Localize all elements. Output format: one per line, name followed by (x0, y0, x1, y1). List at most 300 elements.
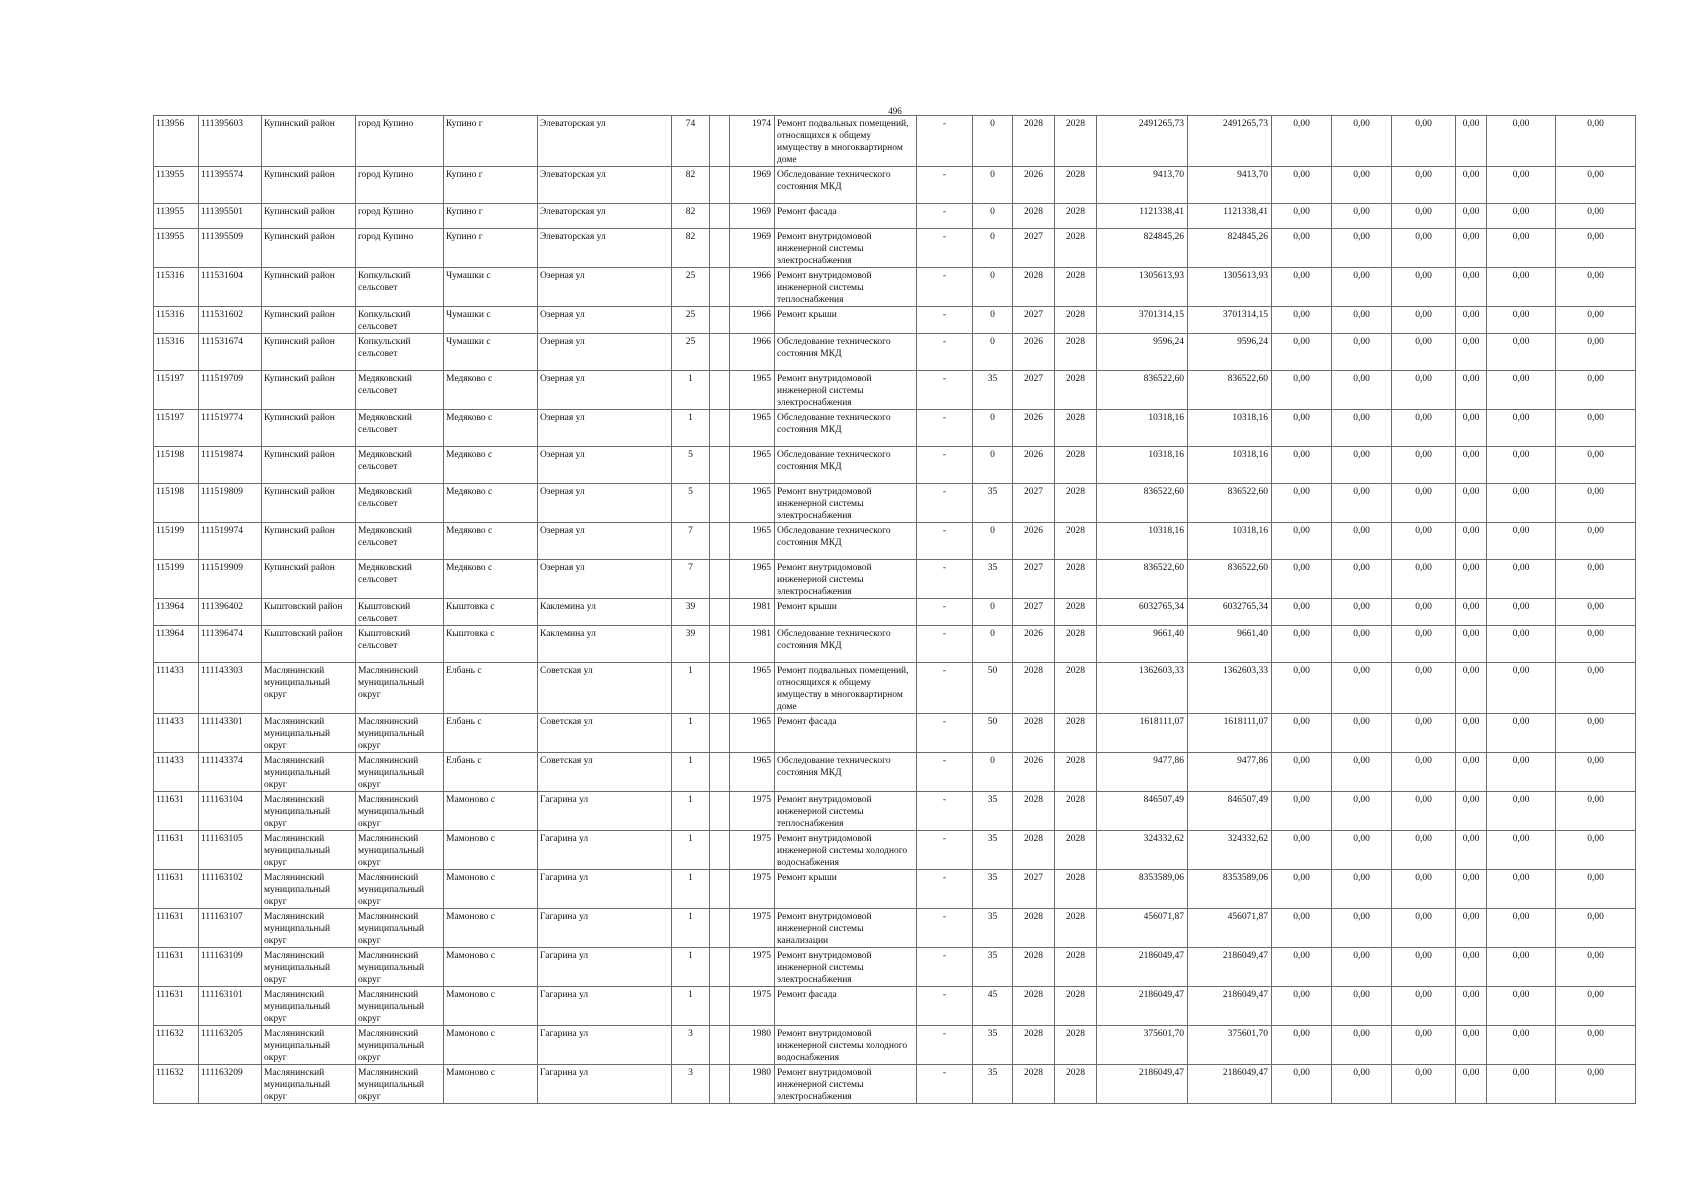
cell-house-id: 115316 (154, 334, 199, 371)
cell-settlement: Купино г (444, 204, 538, 229)
cell-build-year: 1969 (730, 229, 775, 268)
cell-cost-6: 0,00 (1556, 626, 1636, 663)
cell-house-id: 113955 (154, 167, 199, 204)
cell-district: Кыштовский район (262, 626, 356, 663)
cell-dash: - (917, 167, 973, 204)
cell-cost-2: 0,00 (1332, 753, 1392, 792)
cell-work-type: Ремонт внутридомовой инженерной системы холодного водоснабжения (775, 1026, 917, 1065)
cell-cost-fund: 10318,16 (1188, 523, 1272, 560)
cell-street: Элеваторская ул (538, 116, 672, 167)
cell-dash: - (917, 204, 973, 229)
cell-cost-4: 0,00 (1456, 987, 1487, 1026)
cell-total-cost: 824845,26 (1097, 229, 1188, 268)
cell-cost-5: 0,00 (1487, 229, 1556, 268)
cell-municipality: Медяковский сельсовет (356, 371, 444, 410)
cell-wear-percent: 0 (973, 334, 1013, 371)
cell-building (710, 792, 730, 831)
cell-cost-5: 0,00 (1487, 987, 1556, 1026)
cell-cost-4: 0,00 (1456, 307, 1487, 334)
table-row (154, 334, 1636, 371)
cell-work-id: 111519809 (199, 484, 262, 523)
cell-total-cost: 6032765,34 (1097, 599, 1188, 626)
cell-total-cost: 1362603,33 (1097, 663, 1188, 714)
cell-cost-5: 0,00 (1487, 948, 1556, 987)
cell-deadline-year: 2028 (1055, 204, 1097, 229)
cell-wear-percent: 0 (973, 523, 1013, 560)
cell-work-id: 111395603 (199, 116, 262, 167)
cell-wear-percent: 35 (973, 371, 1013, 410)
cell-municipality: Копкульский сельсовет (356, 268, 444, 307)
cell-cost-4: 0,00 (1456, 410, 1487, 447)
cell-total-cost: 10318,16 (1097, 447, 1188, 484)
cell-total-cost: 9661,40 (1097, 626, 1188, 663)
cell-deadline-year: 2028 (1055, 948, 1097, 987)
cell-cost-fund: 836522,60 (1188, 560, 1272, 599)
cell-municipality: город Купино (356, 204, 444, 229)
cell-cost-fund: 3701314,15 (1188, 307, 1272, 334)
cell-cost-4: 0,00 (1456, 870, 1487, 909)
cell-municipality: Кыштовский сельсовет (356, 626, 444, 663)
cell-cost-3: 0,00 (1392, 410, 1456, 447)
table-row (154, 204, 1636, 229)
cell-cost-fund: 2186049,47 (1188, 1065, 1272, 1104)
cell-cost-1: 0,00 (1272, 599, 1332, 626)
cell-cost-6: 0,00 (1556, 116, 1636, 167)
cell-cost-4: 0,00 (1456, 371, 1487, 410)
cell-cost-1: 0,00 (1272, 560, 1332, 599)
cell-work-type: Ремонт внутридомовой инженерной системы электроснабжения (775, 371, 917, 410)
cell-work-id: 111519974 (199, 523, 262, 560)
cell-total-cost: 10318,16 (1097, 523, 1188, 560)
cell-cost-1: 0,00 (1272, 753, 1332, 792)
cell-deadline-year: 2028 (1055, 334, 1097, 371)
cell-plan-year: 2027 (1013, 599, 1055, 626)
cell-cost-5: 0,00 (1487, 560, 1556, 599)
cell-plan-year: 2027 (1013, 229, 1055, 268)
cell-total-cost: 2186049,47 (1097, 1065, 1188, 1104)
cell-cost-fund: 1362603,33 (1188, 663, 1272, 714)
cell-work-type: Обследование технического состояния МКД (775, 753, 917, 792)
cell-wear-percent: 0 (973, 626, 1013, 663)
cell-district: Маслянинский муниципальный округ (262, 987, 356, 1026)
cell-cost-5: 0,00 (1487, 116, 1556, 167)
cell-build-year: 1975 (730, 792, 775, 831)
cell-district: Маслянинский муниципальный округ (262, 714, 356, 753)
cell-house-number: 1 (672, 831, 710, 870)
cell-house-number: 1 (672, 714, 710, 753)
cell-house-number: 1 (672, 410, 710, 447)
cell-municipality: Кыштовский сельсовет (356, 599, 444, 626)
cell-district: Маслянинский муниципальный округ (262, 909, 356, 948)
cell-build-year: 1980 (730, 1065, 775, 1104)
cell-wear-percent: 35 (973, 560, 1013, 599)
cell-build-year: 1981 (730, 626, 775, 663)
cell-cost-5: 0,00 (1487, 792, 1556, 831)
cell-cost-5: 0,00 (1487, 626, 1556, 663)
cell-settlement: Медяково с (444, 447, 538, 484)
cell-house-number: 1 (672, 371, 710, 410)
cell-cost-4: 0,00 (1456, 599, 1487, 626)
cell-municipality: Маслянинский муниципальный округ (356, 663, 444, 714)
cell-work-type: Ремонт подвальных помещений, относящихся к общему имуществу в многоквартирном доме (775, 663, 917, 714)
cell-work-id: 111519774 (199, 410, 262, 447)
cell-cost-6: 0,00 (1556, 204, 1636, 229)
cell-cost-3: 0,00 (1392, 599, 1456, 626)
cell-settlement: Елбань с (444, 663, 538, 714)
cell-work-type: Ремонт внутридомовой инженерной системы теплоснабжения (775, 792, 917, 831)
cell-wear-percent: 0 (973, 116, 1013, 167)
cell-deadline-year: 2028 (1055, 523, 1097, 560)
cell-house-id: 113964 (154, 599, 199, 626)
cell-work-id: 111531674 (199, 334, 262, 371)
cell-municipality: Медяковский сельсовет (356, 447, 444, 484)
cell-street: Гагарина ул (538, 987, 672, 1026)
cell-build-year: 1965 (730, 714, 775, 753)
cell-settlement: Елбань с (444, 753, 538, 792)
cell-cost-fund: 375601,70 (1188, 1026, 1272, 1065)
cell-cost-5: 0,00 (1487, 268, 1556, 307)
cell-dash: - (917, 753, 973, 792)
cell-cost-4: 0,00 (1456, 268, 1487, 307)
cell-wear-percent: 45 (973, 987, 1013, 1026)
cell-wear-percent: 35 (973, 1026, 1013, 1065)
cell-cost-fund: 1305613,93 (1188, 268, 1272, 307)
cell-dash: - (917, 663, 973, 714)
cell-dash: - (917, 948, 973, 987)
cell-cost-2: 0,00 (1332, 626, 1392, 663)
cell-municipality: Копкульский сельсовет (356, 307, 444, 334)
table-row (154, 116, 1636, 167)
cell-building (710, 1065, 730, 1104)
cell-cost-3: 0,00 (1392, 560, 1456, 599)
cell-municipality: Маслянинский муниципальный округ (356, 1026, 444, 1065)
cell-house-number: 25 (672, 268, 710, 307)
cell-work-type: Ремонт крыши (775, 599, 917, 626)
cell-street: Элеваторская ул (538, 167, 672, 204)
cell-district: Купинский район (262, 268, 356, 307)
cell-cost-1: 0,00 (1272, 410, 1332, 447)
cell-cost-5: 0,00 (1487, 167, 1556, 204)
cell-total-cost: 3701314,15 (1097, 307, 1188, 334)
cell-total-cost: 836522,60 (1097, 484, 1188, 523)
cell-work-type: Ремонт фасада (775, 714, 917, 753)
cell-house-id: 115198 (154, 484, 199, 523)
cell-work-type: Ремонт фасада (775, 204, 917, 229)
cell-building (710, 599, 730, 626)
cell-cost-fund: 846507,49 (1188, 792, 1272, 831)
cell-work-id: 111143303 (199, 663, 262, 714)
cell-cost-3: 0,00 (1392, 987, 1456, 1026)
cell-work-id: 111519709 (199, 371, 262, 410)
cell-total-cost: 10318,16 (1097, 410, 1188, 447)
cell-district: Маслянинский муниципальный округ (262, 870, 356, 909)
cell-dash: - (917, 229, 973, 268)
cell-cost-3: 0,00 (1392, 229, 1456, 268)
table-row (154, 410, 1636, 447)
cell-wear-percent: 50 (973, 663, 1013, 714)
cell-cost-3: 0,00 (1392, 870, 1456, 909)
cell-district: Купинский район (262, 167, 356, 204)
cell-street: Гагарина ул (538, 1065, 672, 1104)
cell-plan-year: 2028 (1013, 948, 1055, 987)
cell-settlement: Мамоново с (444, 792, 538, 831)
cell-street: Озерная ул (538, 484, 672, 523)
cell-cost-2: 0,00 (1332, 663, 1392, 714)
cell-plan-year: 2027 (1013, 484, 1055, 523)
cell-cost-3: 0,00 (1392, 484, 1456, 523)
cell-municipality: Маслянинский муниципальный округ (356, 792, 444, 831)
cell-wear-percent: 0 (973, 307, 1013, 334)
cell-building (710, 229, 730, 268)
cell-municipality: город Купино (356, 116, 444, 167)
cell-cost-5: 0,00 (1487, 909, 1556, 948)
cell-house-id: 115197 (154, 371, 199, 410)
cell-street: Каклемина ул (538, 599, 672, 626)
cell-house-number: 39 (672, 626, 710, 663)
cell-cost-2: 0,00 (1332, 1026, 1392, 1065)
cell-municipality: Маслянинский муниципальный округ (356, 909, 444, 948)
table-row (154, 599, 1636, 626)
cell-plan-year: 2028 (1013, 116, 1055, 167)
cell-settlement: Медяково с (444, 560, 538, 599)
cell-total-cost: 9413,70 (1097, 167, 1188, 204)
cell-street: Гагарина ул (538, 792, 672, 831)
cell-work-type: Обследование технического состояния МКД (775, 523, 917, 560)
cell-work-id: 111395574 (199, 167, 262, 204)
table-row (154, 987, 1636, 1026)
table-row (154, 753, 1636, 792)
cell-cost-2: 0,00 (1332, 334, 1392, 371)
cell-cost-fund: 9413,70 (1188, 167, 1272, 204)
cell-cost-4: 0,00 (1456, 753, 1487, 792)
cell-cost-2: 0,00 (1332, 987, 1392, 1026)
cell-cost-fund: 1618111,07 (1188, 714, 1272, 753)
cell-cost-1: 0,00 (1272, 792, 1332, 831)
cell-build-year: 1975 (730, 948, 775, 987)
cell-house-id: 113956 (154, 116, 199, 167)
cell-work-id: 111531604 (199, 268, 262, 307)
cell-work-id: 111143301 (199, 714, 262, 753)
cell-cost-6: 0,00 (1556, 599, 1636, 626)
cell-work-type: Ремонт подвальных помещений, относящихся к общему имуществу в многоквартирном доме (775, 116, 917, 167)
cell-dash: - (917, 447, 973, 484)
cell-work-type: Обследование технического состояния МКД (775, 447, 917, 484)
cell-plan-year: 2026 (1013, 447, 1055, 484)
cell-deadline-year: 2028 (1055, 116, 1097, 167)
cell-settlement: Чумашки с (444, 307, 538, 334)
cell-district: Купинский район (262, 307, 356, 334)
cell-cost-6: 0,00 (1556, 371, 1636, 410)
cell-building (710, 560, 730, 599)
cell-cost-6: 0,00 (1556, 792, 1636, 831)
cell-cost-2: 0,00 (1332, 204, 1392, 229)
cell-work-type: Ремонт крыши (775, 870, 917, 909)
cell-build-year: 1965 (730, 753, 775, 792)
cell-total-cost: 2491265,73 (1097, 116, 1188, 167)
cell-deadline-year: 2028 (1055, 307, 1097, 334)
cell-cost-fund: 2186049,47 (1188, 987, 1272, 1026)
cell-cost-fund: 2491265,73 (1188, 116, 1272, 167)
cell-plan-year: 2027 (1013, 560, 1055, 599)
cell-cost-6: 0,00 (1556, 167, 1636, 204)
cell-build-year: 1965 (730, 560, 775, 599)
cell-cost-5: 0,00 (1487, 484, 1556, 523)
cell-deadline-year: 2028 (1055, 870, 1097, 909)
cell-cost-3: 0,00 (1392, 116, 1456, 167)
cell-district: Маслянинский муниципальный округ (262, 792, 356, 831)
cell-dash: - (917, 1026, 973, 1065)
cell-deadline-year: 2028 (1055, 371, 1097, 410)
cell-cost-3: 0,00 (1392, 268, 1456, 307)
cell-total-cost: 1121338,41 (1097, 204, 1188, 229)
cell-municipality: Медяковский сельсовет (356, 484, 444, 523)
cell-cost-2: 0,00 (1332, 831, 1392, 870)
cell-cost-1: 0,00 (1272, 167, 1332, 204)
cell-cost-4: 0,00 (1456, 1026, 1487, 1065)
cell-plan-year: 2026 (1013, 626, 1055, 663)
cell-settlement: Мамоново с (444, 987, 538, 1026)
cell-cost-4: 0,00 (1456, 167, 1487, 204)
cell-district: Купинский район (262, 560, 356, 599)
cell-settlement: Медяково с (444, 410, 538, 447)
cell-cost-2: 0,00 (1332, 714, 1392, 753)
cell-building (710, 831, 730, 870)
cell-wear-percent: 35 (973, 909, 1013, 948)
cell-plan-year: 2026 (1013, 523, 1055, 560)
cell-build-year: 1966 (730, 334, 775, 371)
table-row (154, 831, 1636, 870)
cell-cost-5: 0,00 (1487, 1065, 1556, 1104)
cell-house-id: 111631 (154, 870, 199, 909)
cell-district: Купинский район (262, 116, 356, 167)
cell-total-cost: 846507,49 (1097, 792, 1188, 831)
cell-street: Гагарина ул (538, 948, 672, 987)
cell-cost-4: 0,00 (1456, 560, 1487, 599)
cell-cost-3: 0,00 (1392, 948, 1456, 987)
cell-cost-5: 0,00 (1487, 410, 1556, 447)
cell-build-year: 1975 (730, 870, 775, 909)
cell-settlement: Купино г (444, 229, 538, 268)
cell-settlement: Медяково с (444, 484, 538, 523)
cell-municipality: Маслянинский муниципальный округ (356, 987, 444, 1026)
cell-build-year: 1975 (730, 909, 775, 948)
cell-build-year: 1980 (730, 1026, 775, 1065)
cell-cost-fund: 324332,62 (1188, 831, 1272, 870)
cell-dash: - (917, 870, 973, 909)
table-row (154, 663, 1636, 714)
cell-work-id: 111163102 (199, 870, 262, 909)
cell-house-id: 111433 (154, 714, 199, 753)
cell-total-cost: 9596,24 (1097, 334, 1188, 371)
cell-house-number: 1 (672, 792, 710, 831)
cell-settlement: Елбань с (444, 714, 538, 753)
cell-deadline-year: 2028 (1055, 909, 1097, 948)
cell-building (710, 663, 730, 714)
cell-work-type: Ремонт внутридомовой инженерной системы электроснабжения (775, 229, 917, 268)
table-row (154, 268, 1636, 307)
cell-wear-percent: 35 (973, 484, 1013, 523)
cell-deadline-year: 2028 (1055, 987, 1097, 1026)
cell-building (710, 948, 730, 987)
cell-district: Купинский район (262, 371, 356, 410)
table-row (154, 307, 1636, 334)
cell-house-number: 7 (672, 560, 710, 599)
cell-deadline-year: 2028 (1055, 792, 1097, 831)
cell-cost-6: 0,00 (1556, 831, 1636, 870)
cell-work-id: 111519874 (199, 447, 262, 484)
table-row (154, 229, 1636, 268)
cell-work-type: Ремонт крыши (775, 307, 917, 334)
cell-plan-year: 2027 (1013, 307, 1055, 334)
cell-work-type: Обследование технического состояния МКД (775, 626, 917, 663)
cell-cost-4: 0,00 (1456, 229, 1487, 268)
cell-cost-1: 0,00 (1272, 371, 1332, 410)
cell-cost-4: 0,00 (1456, 831, 1487, 870)
cell-wear-percent: 35 (973, 948, 1013, 987)
cell-cost-1: 0,00 (1272, 987, 1332, 1026)
cell-work-type: Обследование технического состояния МКД (775, 167, 917, 204)
cell-street: Советская ул (538, 663, 672, 714)
cell-building (710, 307, 730, 334)
cell-work-type: Ремонт внутридомовой инженерной системы канализации (775, 909, 917, 948)
table-row (154, 714, 1636, 753)
cell-work-type: Ремонт внутридомовой инженерной системы теплоснабжения (775, 268, 917, 307)
cell-cost-2: 0,00 (1332, 447, 1392, 484)
cell-house-id: 111632 (154, 1065, 199, 1104)
cell-house-number: 1 (672, 663, 710, 714)
cell-deadline-year: 2028 (1055, 663, 1097, 714)
cell-building (710, 909, 730, 948)
cell-cost-3: 0,00 (1392, 447, 1456, 484)
cell-street: Элеваторская ул (538, 204, 672, 229)
cell-house-id: 111433 (154, 663, 199, 714)
cell-cost-1: 0,00 (1272, 948, 1332, 987)
cell-street: Каклемина ул (538, 626, 672, 663)
cell-building (710, 204, 730, 229)
cell-district: Маслянинский муниципальный округ (262, 948, 356, 987)
cell-cost-2: 0,00 (1332, 792, 1392, 831)
cell-cost-5: 0,00 (1487, 831, 1556, 870)
cell-street: Гагарина ул (538, 831, 672, 870)
cell-cost-6: 0,00 (1556, 1026, 1636, 1065)
cell-cost-4: 0,00 (1456, 792, 1487, 831)
cell-street: Озерная ул (538, 560, 672, 599)
cell-total-cost: 2186049,47 (1097, 987, 1188, 1026)
cell-street: Гагарина ул (538, 909, 672, 948)
cell-dash: - (917, 599, 973, 626)
cell-cost-2: 0,00 (1332, 307, 1392, 334)
cell-work-id: 111163107 (199, 909, 262, 948)
cell-dash: - (917, 523, 973, 560)
cell-dash: - (917, 626, 973, 663)
cell-cost-3: 0,00 (1392, 792, 1456, 831)
cell-build-year: 1975 (730, 831, 775, 870)
cell-plan-year: 2026 (1013, 410, 1055, 447)
cell-cost-5: 0,00 (1487, 447, 1556, 484)
cell-cost-2: 0,00 (1332, 523, 1392, 560)
cell-work-id: 111143374 (199, 753, 262, 792)
cell-house-number: 1 (672, 948, 710, 987)
cell-deadline-year: 2028 (1055, 560, 1097, 599)
cell-cost-2: 0,00 (1332, 268, 1392, 307)
cell-wear-percent: 35 (973, 870, 1013, 909)
cell-building (710, 484, 730, 523)
cell-work-id: 111531602 (199, 307, 262, 334)
cell-wear-percent: 0 (973, 268, 1013, 307)
cell-district: Маслянинский муниципальный округ (262, 1026, 356, 1065)
cell-settlement: Купино г (444, 167, 538, 204)
cell-work-id: 111163105 (199, 831, 262, 870)
